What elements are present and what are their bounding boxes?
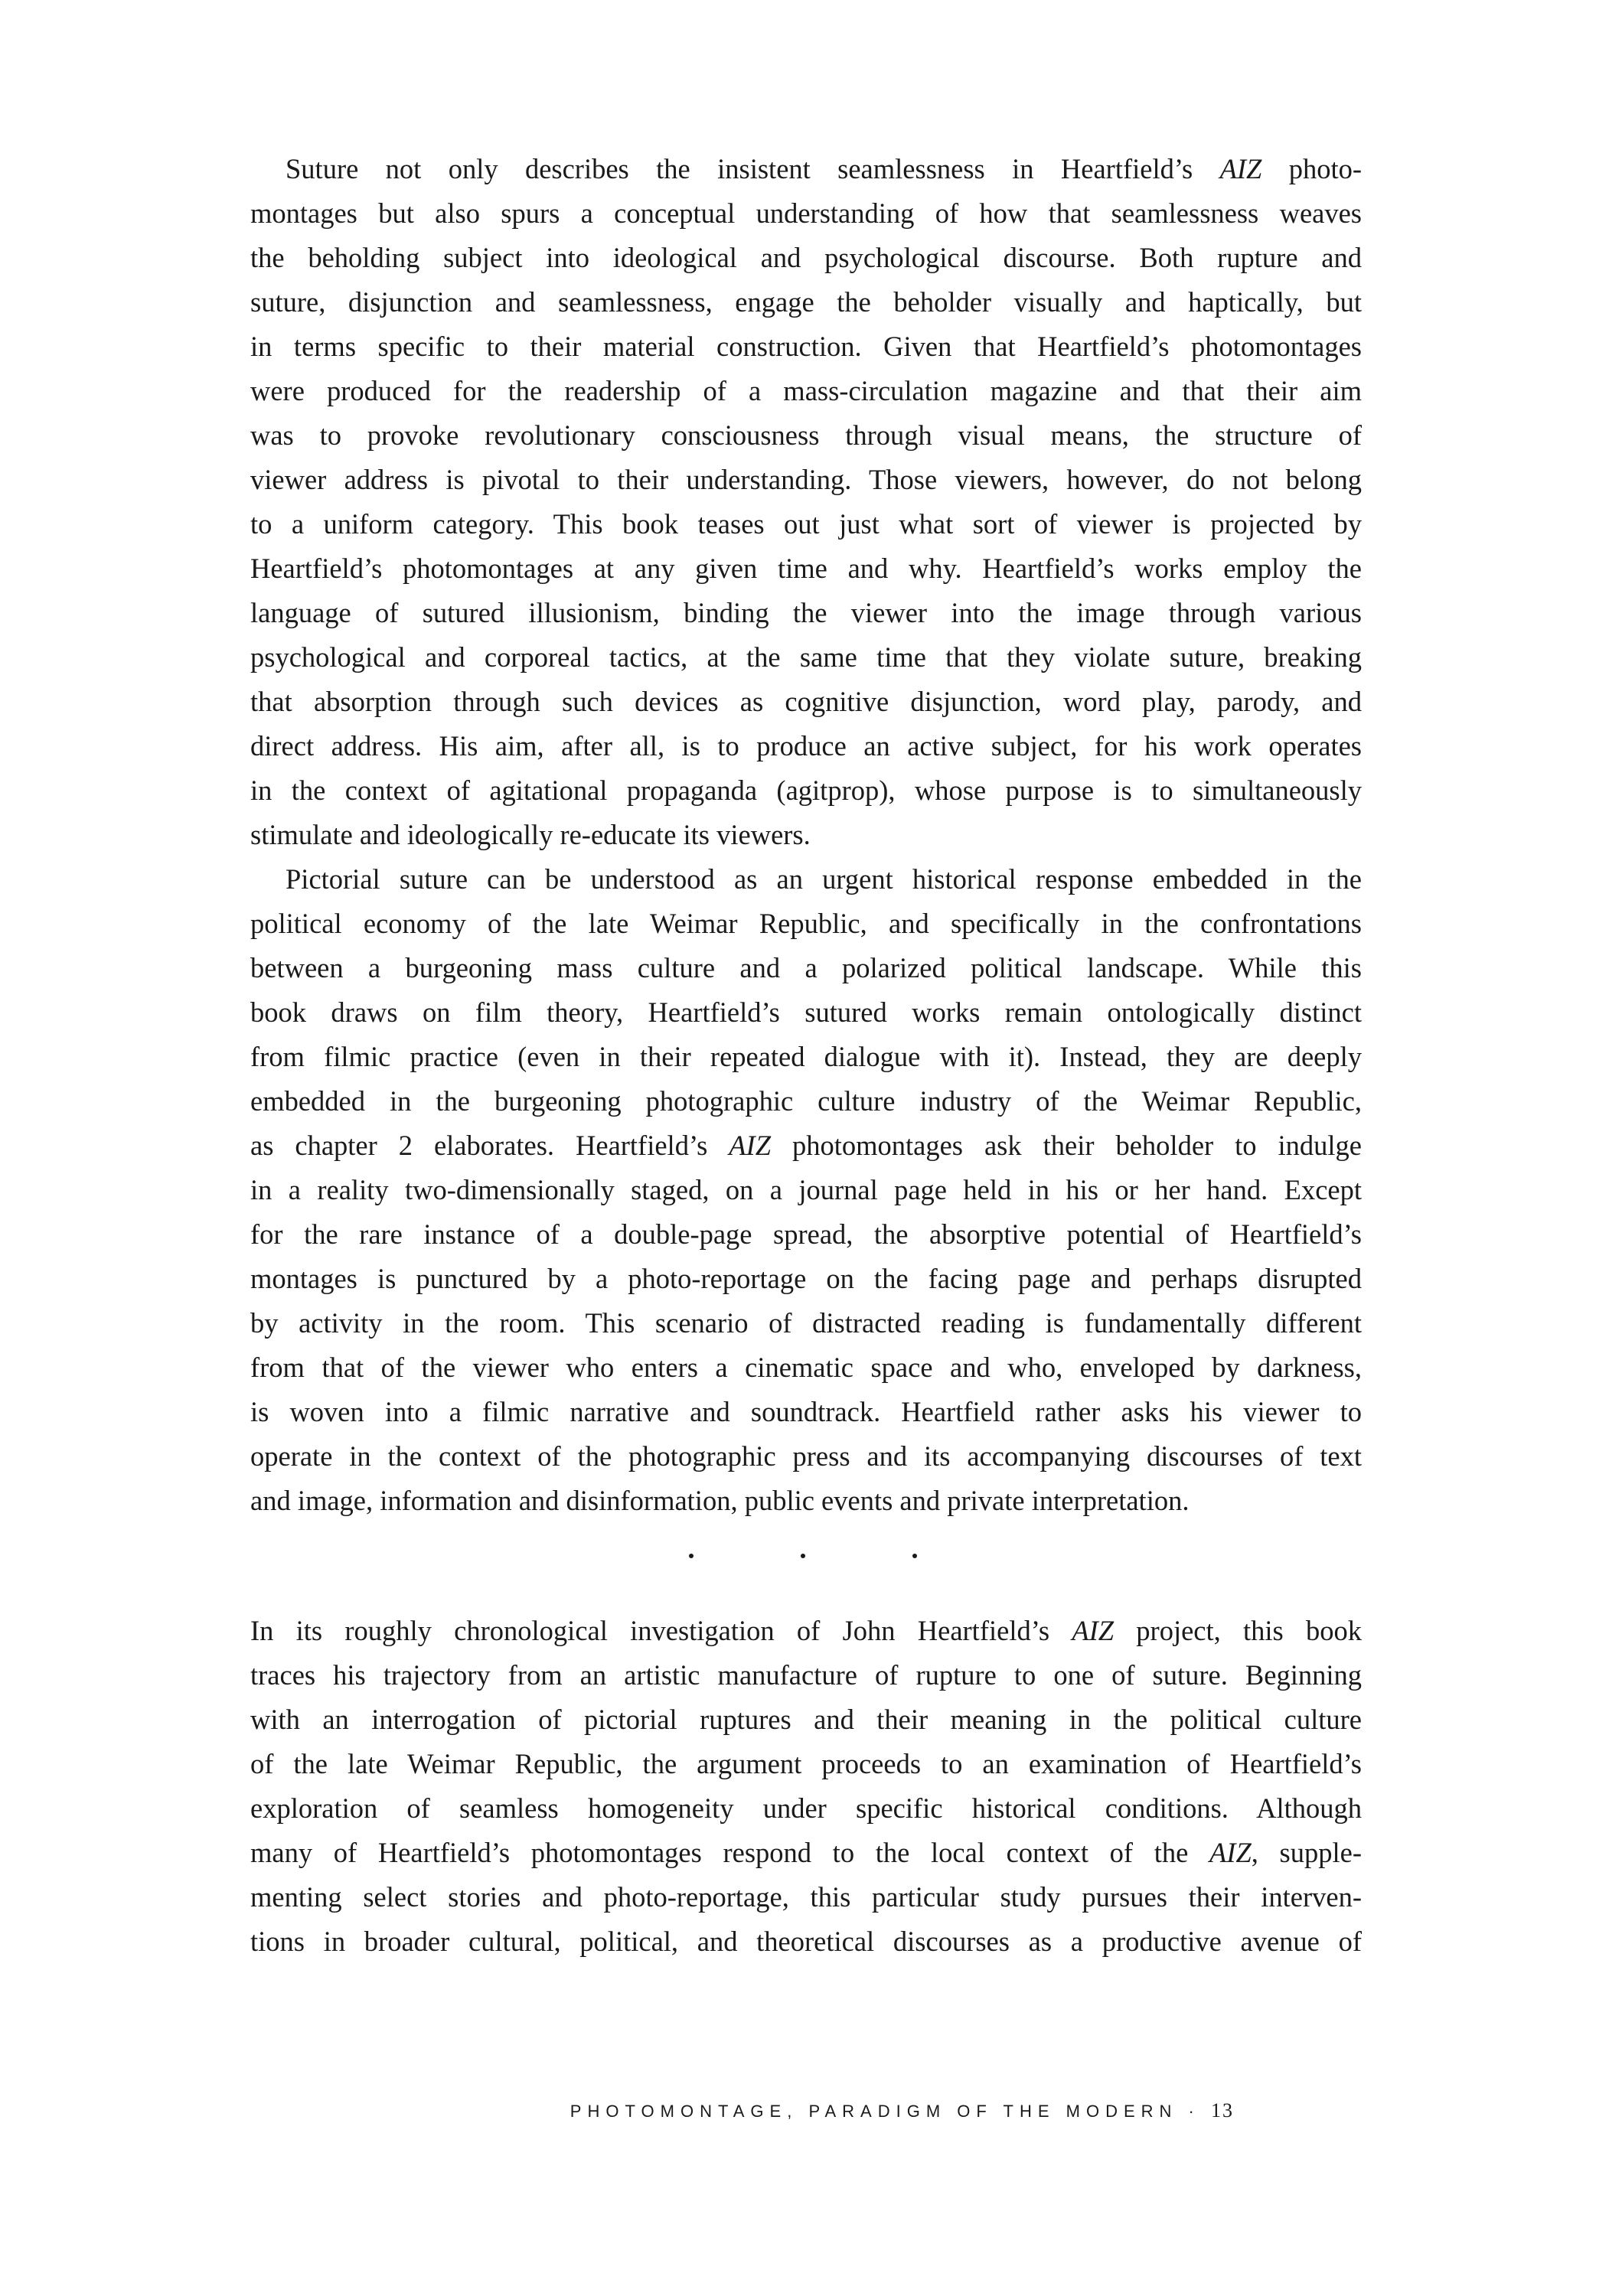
text-line: direct address. His aim, after all, is to produce an active subject, for his work operates [250,730,1362,762]
text-line: book draws on film theory, Heartfield’s sutured works remain ontologically distinct [250,996,1362,1028]
running-footer [536,2099,1234,2124]
text-line: Suture not only describes the insistent seamlessness in Heartfield’s AIZ photo- [286,153,1363,184]
text-line: for the rare instance of a double-page spread, the absorptive potential of Heartfield’s [250,1218,1362,1250]
paragraph-3 [250,1609,1362,1964]
text-line: was to provoke revolutionary consciousness through visual means, the structure of [250,419,1362,451]
page-number: 13 [1211,2099,1234,2122]
paragraph-1 [250,147,1362,857]
text-line: in terms specific to their material construction. Given that Heartfield’s photomontages [250,331,1362,362]
text-line: from filmic practice (even in their repeated dialogue with it). Instead, they are deeply [250,1041,1362,1072]
body-text-upper [250,147,1362,1523]
text-line: in a reality two-dimensionally staged, on a journal page held in his or her hand. Except [250,1174,1362,1205]
text-line: viewer address is pivotal to their understanding. Those viewers, however, do not belong [250,464,1362,495]
text-line: with an interrogation of pictorial ruptures and their meaning in the political culture [250,1704,1362,1735]
text-line: traces his trajectory from an artistic manufacture of rupture to one of suture. Beginning [250,1659,1362,1691]
text-line: suture, disjunction and seamlessness, engage the beholder visually and haptically, but [250,286,1362,318]
text-line: is woven into a filmic narrative and soundtrack. Heartfield rather asks his viewer to [250,1396,1362,1427]
text-line: Pictorial suture can be understood as an urgent historical response embedded in the [286,863,1362,895]
text-line: In its roughly chronological investigation of John Heartfield’s AIZ project, this book [250,1615,1363,1646]
text-line: between a burgeoning mass culture and a polarized political landscape. While this [250,952,1362,983]
text-line: of the late Weimar Republic, the argument proceeds to an examination of Heartfield’s [250,1748,1362,1779]
text-line: as chapter 2 elaborates. Heartfield’s AIZ photomontages ask their beholder to indulge [250,1130,1362,1161]
footer-separator: · [1188,2102,1200,2121]
text-line: the beholding subject into ideological and psychological discourse. Both rupture and [250,242,1362,273]
text-line: that absorption through such devices as cognitive disjunction, word play, parody, and [250,686,1362,717]
section-break-dot [912,1554,917,1558]
text-line: to a uniform category. This book teases out just what sort of viewer is projected by [250,508,1362,540]
text-line: montages is punctured by a photo-reportage on the facing page and perhaps disrupted [250,1263,1362,1294]
running-title: PHOTOMONTAGE, PARADIGM OF THE MODERN [570,2102,1178,2121]
text-line: menting select stories and photo-reportage, this particular study pursues their interven- [250,1881,1362,1913]
text-line: Heartfield’s photomontages at any given time and why. Heartfield’s works employ the [250,553,1362,584]
text-line: tions in broader cultural, political, and theoretical discourses as a productive avenue of [250,1926,1362,1957]
text-line: political economy of the late Weimar Republic, and specifically in the confrontations [250,908,1362,939]
section-break-dot [689,1554,694,1558]
text-line: from that of the viewer who enters a cinematic space and who, enveloped by darkness, [250,1352,1362,1383]
section-break-dot [801,1554,805,1558]
section-break [0,1544,1609,1567]
text-line: psychological and corporeal tactics, at the same time that they violate suture, breaking [250,641,1362,673]
text-line: many of Heartfield’s photomontages respond to the local context of the AIZ, supple- [250,1837,1363,1868]
text-line: montages but also spurs a conceptual understanding of how that seamlessness weaves [250,197,1362,229]
text-line: exploration of seamless homogeneity under specific historical conditions. Although [250,1792,1362,1824]
paragraph-2 [250,857,1362,1523]
body-text-lower [250,1609,1362,1964]
text-line: stimulate and ideologically re-educate its viewers. [250,819,811,850]
text-line: operate in the context of the photographic press and its accompanying discourses of text [250,1440,1362,1472]
text-line: and image, information and disinformation, public events and private interpretation. [250,1485,1190,1516]
text-line: by activity in the room. This scenario of distracted reading is fundamentally different [250,1307,1362,1339]
text-line: embedded in the burgeoning photographic culture industry of the Weimar Republic, [250,1085,1362,1117]
text-line: in the context of agitational propaganda (agitprop), whose purpose is to simultaneously [250,775,1362,806]
text-line: were produced for the readership of a mass-circulation magazine and that their aim [250,375,1362,406]
text-line: language of sutured illusionism, binding the viewer into the image through various [250,597,1362,628]
